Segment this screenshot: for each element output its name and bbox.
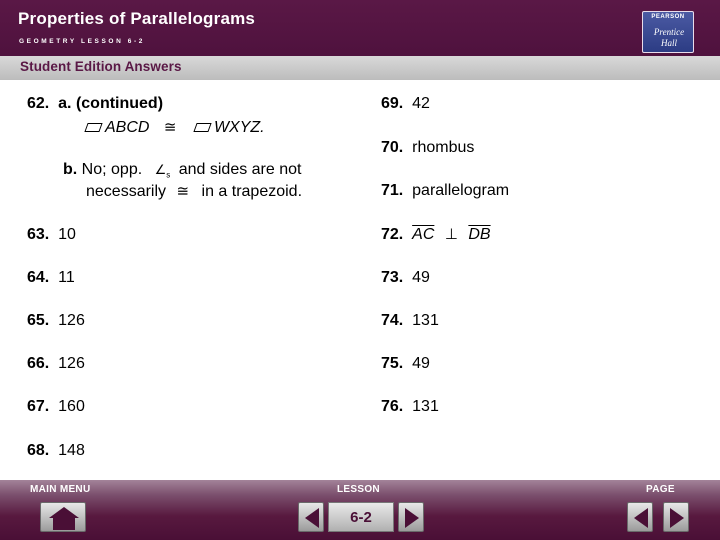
answer-value: 126: [58, 312, 85, 329]
answer-number: 65.: [27, 312, 50, 329]
answer-value: 49: [412, 355, 430, 372]
congruence-left: ABCD: [105, 119, 150, 136]
answer-70: [381, 138, 474, 158]
answer-63: [27, 225, 76, 245]
answer-value: 131: [412, 312, 439, 329]
answer-number: 75.: [381, 355, 404, 372]
answer-75: [381, 354, 430, 374]
congruence-right: WXYZ.: [213, 119, 265, 136]
part-b-text-2: and sides are not: [178, 161, 302, 178]
arrow-right-icon: [664, 503, 690, 533]
answer-number: 73.: [381, 269, 404, 286]
part-b-text-1: No; opp.: [81, 161, 143, 178]
answer-67: [27, 397, 85, 417]
answer-69: [381, 94, 430, 114]
parallelogram-icon: [84, 123, 102, 132]
answer-74: [381, 311, 439, 331]
perpendicular-icon: ⊥: [444, 226, 458, 243]
lesson-prev-button[interactable]: [298, 502, 324, 532]
answer-value: 49: [412, 269, 430, 286]
answer-66: [27, 354, 85, 374]
answer-number: 62.: [27, 95, 50, 112]
answer-76: [381, 397, 439, 417]
page-prev-button[interactable]: [627, 502, 653, 532]
logo-top-text: PEARSON: [651, 14, 685, 20]
congruent-icon: ≅: [176, 183, 190, 200]
part-b-text-4: in a trapezoid.: [201, 183, 303, 200]
main-menu-label: MAIN MENU: [30, 484, 91, 495]
answer-number: 64.: [27, 269, 50, 286]
answer-value: 160: [58, 398, 85, 415]
answer-73: [381, 268, 430, 288]
lesson-number: 6-2: [328, 502, 394, 532]
angles-icon: $\angle_s$: [154, 162, 171, 180]
home-icon: [41, 503, 87, 533]
answer-62-line1: [27, 94, 163, 114]
answer-number: 76.: [381, 398, 404, 415]
segment-db: $\overline{DB}$: [468, 226, 491, 243]
lesson-subtitle: GEOMETRY LESSON 6-2: [19, 38, 145, 45]
page-title: Properties of Parallelograms: [18, 9, 256, 28]
answer-number: 74.: [381, 312, 404, 329]
answer-value: 148: [58, 442, 85, 459]
answer-68: [27, 441, 85, 461]
answer-64: [27, 268, 75, 288]
answer-value: 126: [58, 355, 85, 372]
answer-72: [381, 225, 491, 245]
page-label: PAGE: [646, 484, 675, 495]
answer-number: 69.: [381, 95, 404, 112]
arrow-right-icon: [399, 503, 425, 533]
banner-title: Student Edition Answers: [20, 59, 182, 74]
arrow-left-icon: [628, 503, 654, 533]
pearson-logo: [642, 11, 694, 53]
answer-value: 11: [58, 269, 75, 286]
lesson-next-button[interactable]: [398, 502, 424, 532]
answer-71: [381, 181, 509, 201]
main-menu-button[interactable]: [40, 502, 86, 532]
answer-value: 42: [412, 95, 430, 112]
answer-number: 67.: [27, 398, 50, 415]
segment-ac: $\overline{AC}$: [412, 226, 435, 243]
answer-62-line2: [86, 118, 265, 138]
answer-value: parallelogram: [412, 182, 510, 199]
answer-number: 71.: [381, 182, 404, 199]
answer-65: [27, 311, 85, 331]
answer-62-line4: [86, 182, 302, 202]
answer-number: 68.: [27, 442, 50, 459]
arrow-left-icon: [299, 503, 325, 533]
part-b-text-3: necessarily: [86, 183, 167, 200]
answer-value: 131: [412, 398, 439, 415]
answer-value: rhombus: [412, 139, 475, 156]
lesson-label: LESSON: [337, 484, 380, 495]
parallelogram-icon: [193, 123, 211, 132]
answer-number: 70.: [381, 139, 404, 156]
part-label: b.: [63, 161, 78, 178]
answer-number: 66.: [27, 355, 50, 372]
answer-value: 10: [58, 226, 76, 243]
logo-bottom-text: Prentice Hall: [653, 27, 685, 48]
page-next-button[interactable]: [663, 502, 689, 532]
part-text: (continued): [75, 95, 164, 112]
answer-number: 63.: [27, 226, 50, 243]
section-banner: [0, 56, 720, 80]
part-label: a.: [58, 95, 72, 112]
answer-number: 72.: [381, 226, 404, 243]
congruent-icon: ≅: [163, 119, 177, 136]
